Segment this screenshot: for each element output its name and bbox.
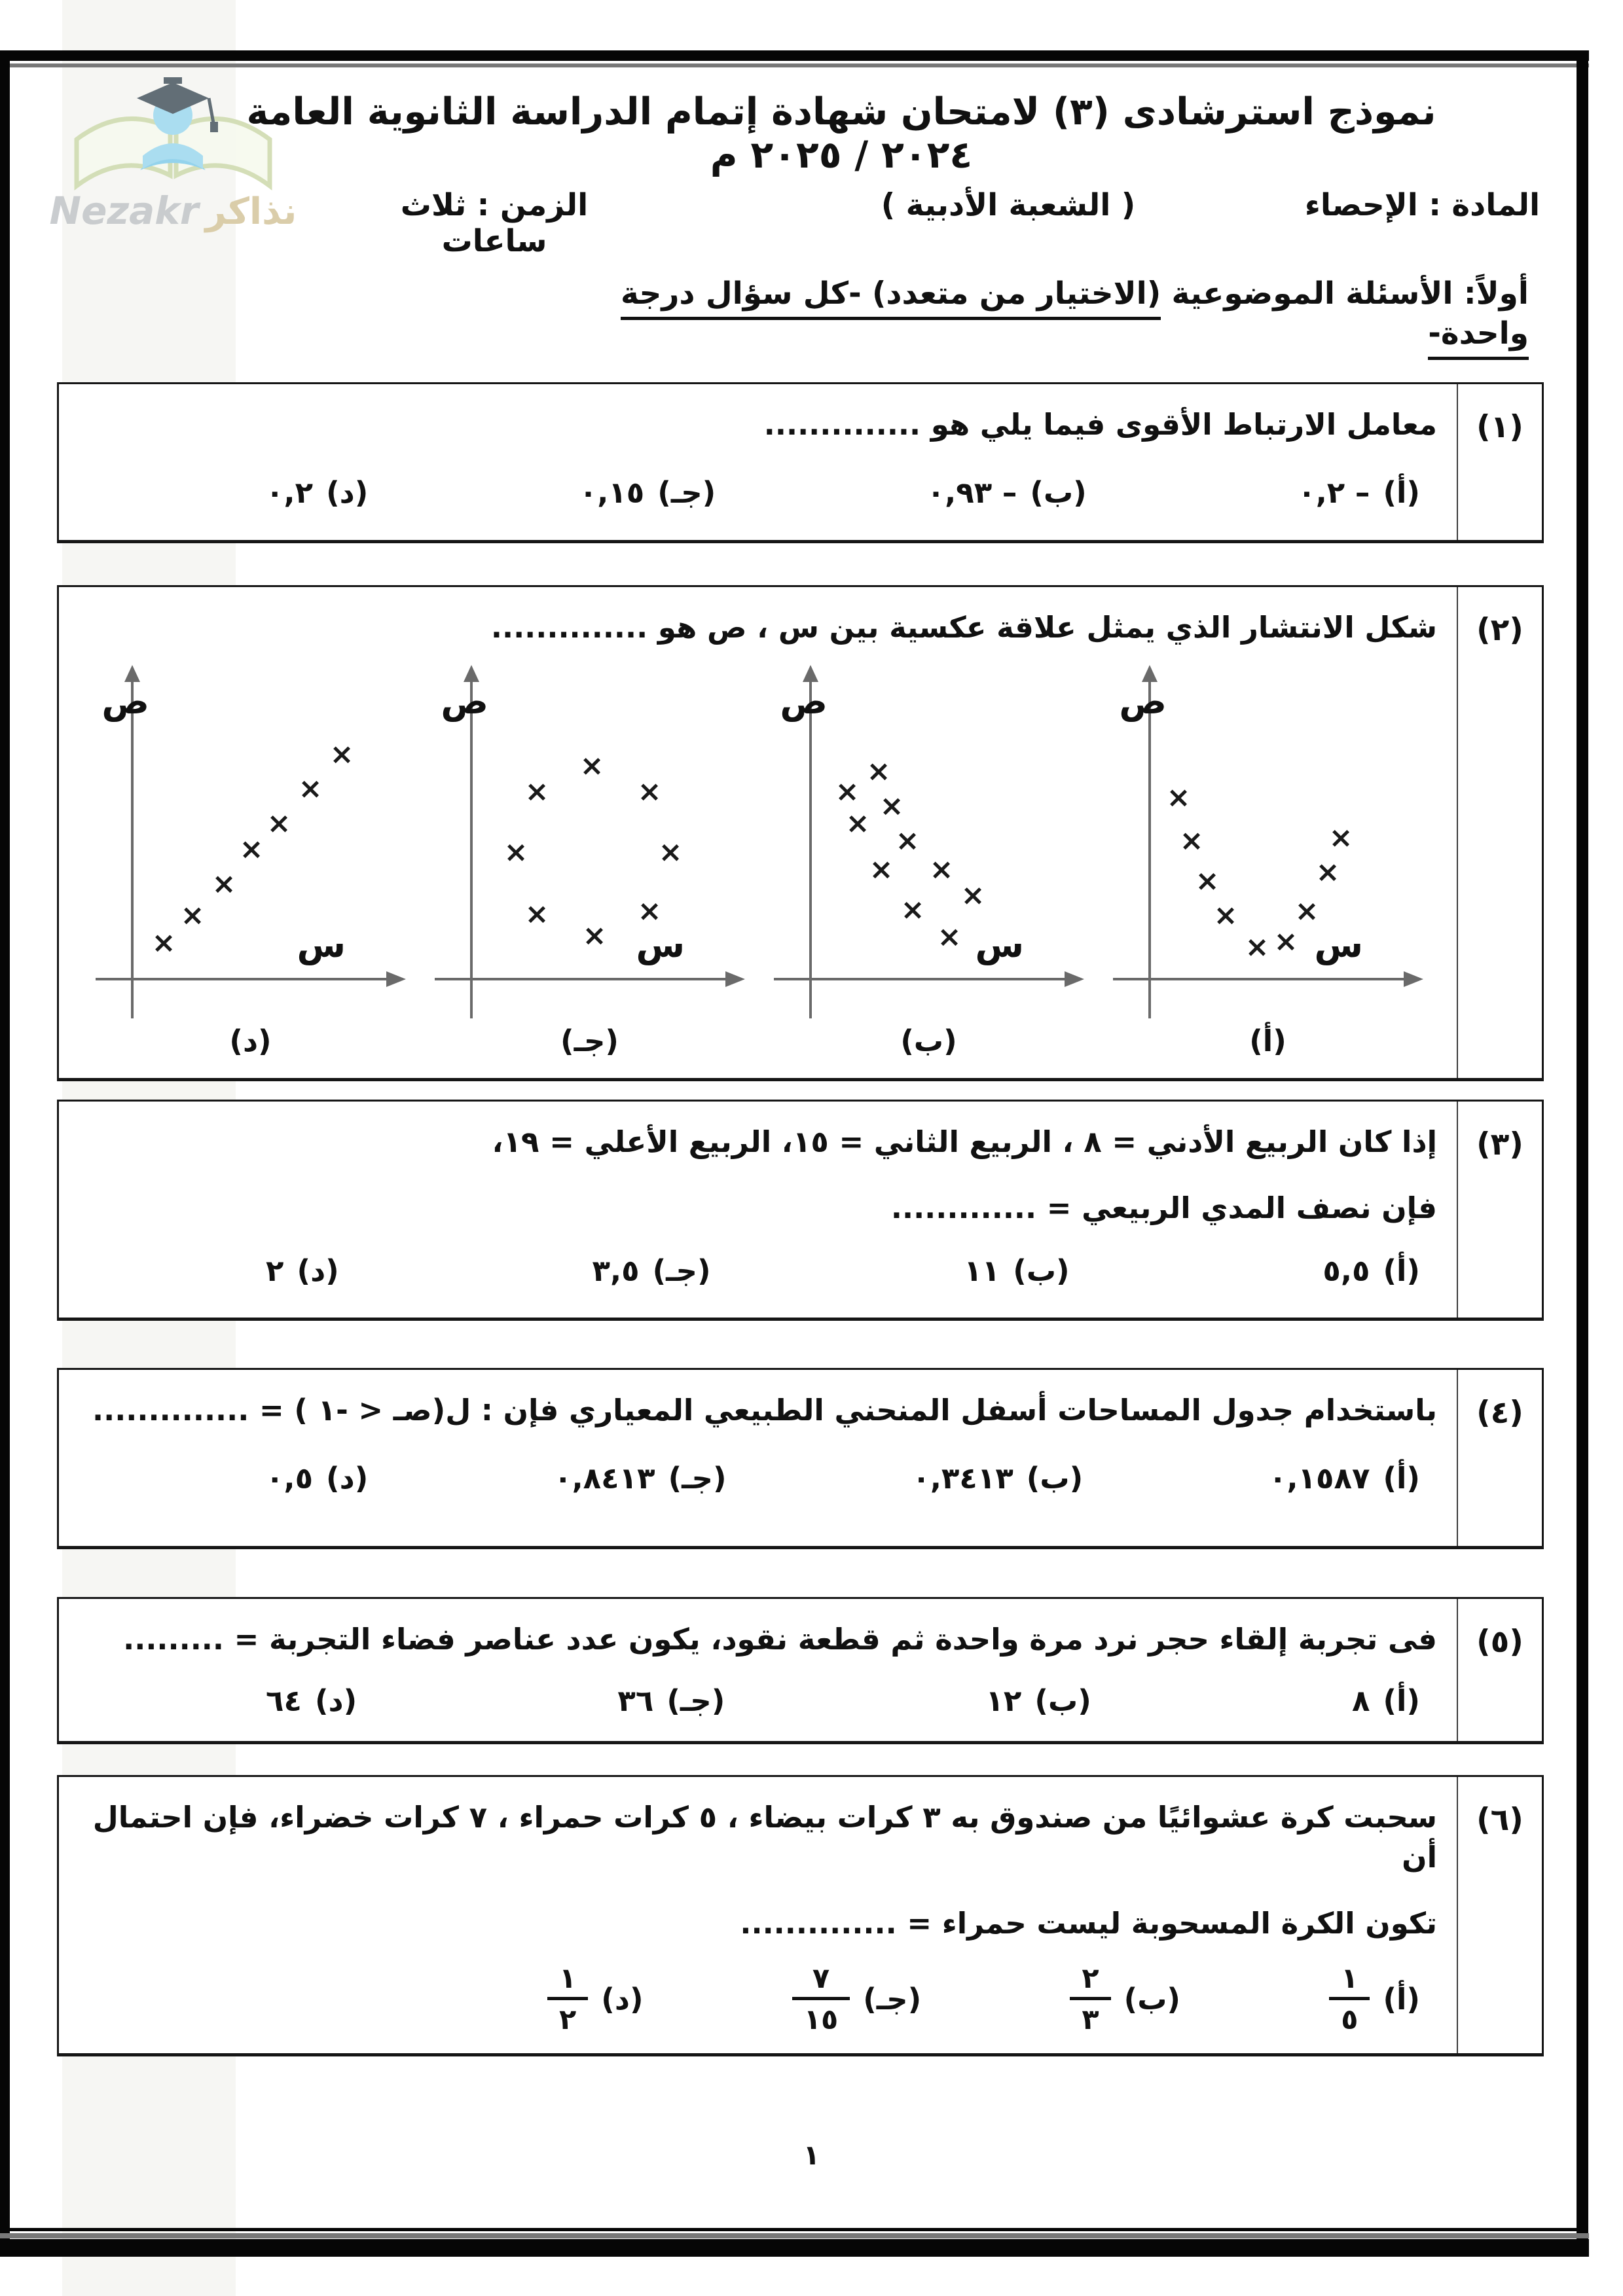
question-number: (٦) bbox=[1457, 1777, 1542, 2053]
frame-right-bar bbox=[1577, 50, 1588, 2257]
scatter-panel-c bbox=[424, 661, 755, 1058]
scatter-panel-a bbox=[1103, 661, 1433, 1058]
option-label: (ب) bbox=[1013, 1253, 1070, 1288]
option-d bbox=[266, 1461, 368, 1496]
option-value: ١٢ bbox=[985, 1683, 1022, 1718]
question-box-6 bbox=[57, 1775, 1544, 2056]
svg-text:×: × bbox=[866, 754, 891, 788]
frame-bottom-gray-rule bbox=[0, 2233, 1589, 2238]
scatter-panel-d bbox=[85, 661, 416, 1058]
question-box-1 bbox=[57, 382, 1544, 543]
question-text-line2: تكون الكرة المسحوبة ليست حمراء = .............. bbox=[740, 1905, 1437, 1941]
svg-text:×: × bbox=[1294, 894, 1319, 928]
svg-text:×: × bbox=[579, 749, 604, 783]
fraction-numerator: ١ bbox=[559, 1962, 577, 1996]
question-text-line1: سحبت كرة عشوائيًا من صندوق به ٣ كرات بيضاء ، ٥ كرات حمراء ، ٧ كرات خضراء، فإن احتمال أن bbox=[92, 1800, 1437, 1874]
section-heading-prefix: أولاً: الأسئلة الموضوعية bbox=[1161, 276, 1529, 312]
option-label: (ب) bbox=[1026, 1460, 1084, 1496]
option-value: – ٠,٢ bbox=[1298, 475, 1370, 510]
question-text: شكل الانتشار الذي يمثل علاقة عكسية بين س ، ص هو .............. bbox=[490, 610, 1437, 645]
fraction-denominator: ٢ bbox=[547, 1997, 588, 2036]
svg-text:×: × bbox=[503, 835, 528, 869]
brand-latin-text: Nezakr bbox=[49, 188, 199, 233]
svg-text:×: × bbox=[835, 774, 860, 808]
svg-text:×: × bbox=[1213, 898, 1238, 932]
option-value: ٣٦ bbox=[617, 1683, 654, 1718]
svg-text:ص: ص bbox=[1119, 680, 1167, 722]
option-a bbox=[1298, 475, 1420, 510]
option-label: (جـ) bbox=[666, 1683, 725, 1718]
svg-text:×: × bbox=[895, 823, 920, 857]
svg-text:×: × bbox=[211, 867, 236, 901]
question-body bbox=[59, 1777, 1455, 2053]
question-text-line1: إذا كان الربيع الأدني = ٨ ، الربيع الثاني = ١٥، الربيع الأعلي = ١٩، bbox=[492, 1124, 1437, 1159]
svg-text:س: س bbox=[636, 924, 685, 965]
option-value: ٥,٥ bbox=[1322, 1253, 1370, 1288]
exam-duration: الزمن : ثلاث ساعات bbox=[400, 187, 589, 259]
question-body bbox=[59, 587, 1455, 1078]
scatter-plots-row bbox=[85, 661, 1433, 1058]
options-row bbox=[266, 1461, 1420, 1496]
option-value: ٠,١٥ bbox=[579, 475, 645, 510]
question-body bbox=[59, 1370, 1455, 1546]
brand-arabic-text: نذاكر bbox=[205, 190, 297, 233]
question-body bbox=[59, 1599, 1455, 1741]
option-c bbox=[554, 1461, 726, 1496]
option-c bbox=[593, 1253, 711, 1288]
option-label: (أ) bbox=[1383, 1253, 1420, 1288]
option-b bbox=[927, 475, 1087, 510]
question-body bbox=[59, 384, 1455, 540]
question-number: (٢) bbox=[1457, 587, 1542, 1078]
option-value: ٠,٢ bbox=[266, 475, 314, 510]
svg-text:×: × bbox=[960, 878, 985, 912]
option-label: (د) bbox=[601, 1982, 644, 2017]
question-box-4 bbox=[57, 1368, 1544, 1549]
option-fraction bbox=[1070, 1963, 1110, 2036]
scatter-panel-a-label: (أ) bbox=[1249, 1023, 1286, 1058]
svg-text:×: × bbox=[582, 918, 607, 952]
option-value: ٦٤ bbox=[266, 1683, 302, 1718]
svg-text:×: × bbox=[524, 897, 549, 931]
svg-text:×: × bbox=[1245, 930, 1269, 964]
fraction-denominator: ٣ bbox=[1070, 1997, 1110, 2036]
svg-text:×: × bbox=[929, 852, 954, 886]
svg-text:×: × bbox=[658, 835, 683, 869]
option-b bbox=[964, 1253, 1069, 1288]
frame-bottom-bar bbox=[0, 2239, 1589, 2257]
frame-left-bar bbox=[0, 50, 10, 2257]
svg-text:×: × bbox=[869, 852, 894, 886]
fraction-numerator: ٢ bbox=[1082, 1962, 1099, 1996]
scatter-plot-a bbox=[1103, 661, 1433, 1022]
svg-text:×: × bbox=[1273, 924, 1298, 958]
fraction-denominator: ٥ bbox=[1329, 1997, 1370, 2036]
svg-text:×: × bbox=[637, 894, 662, 928]
option-d bbox=[547, 1963, 643, 2036]
svg-text:×: × bbox=[1315, 855, 1340, 889]
option-c bbox=[617, 1683, 725, 1718]
frame-bottom-thin-rule bbox=[10, 2228, 1578, 2231]
exam-title: نموذج استرشادى (٣) لامتحان شهادة إتمام الدراسة الثانوية العامة ٢٠٢٤ / ٢٠٢٥ م bbox=[246, 90, 1436, 177]
option-fraction bbox=[792, 1963, 850, 2036]
scatter-panel-d-label: (د) bbox=[229, 1023, 272, 1058]
option-d bbox=[266, 475, 368, 510]
svg-text:×: × bbox=[637, 774, 662, 808]
svg-text:×: × bbox=[266, 806, 291, 840]
question-number: (٣) bbox=[1457, 1102, 1542, 1318]
svg-text:×: × bbox=[900, 893, 925, 927]
svg-text:ص: ص bbox=[780, 680, 828, 722]
question-text: باستخدام جدول المساحات أسفل المنحني الطبيعي المعياري فإن : ل(صـ < -١ ) = .............. bbox=[92, 1393, 1437, 1427]
options-row bbox=[266, 1253, 1420, 1288]
question-number: (٤) bbox=[1457, 1370, 1542, 1546]
option-label: (ب) bbox=[1030, 475, 1087, 510]
option-a bbox=[1269, 1461, 1420, 1496]
option-a bbox=[1329, 1963, 1420, 2036]
option-a bbox=[1322, 1253, 1420, 1288]
svg-text:س: س bbox=[1314, 924, 1363, 965]
section-heading-underlined: (الاختيار من متعدد) -كل سؤال درجة واحدة- bbox=[621, 276, 1529, 360]
option-label: (أ) bbox=[1383, 1982, 1420, 2017]
nezakr-brand-row bbox=[49, 188, 297, 233]
option-value: ٢ bbox=[266, 1253, 284, 1288]
option-value: ٣,٥ bbox=[592, 1253, 640, 1288]
question-box-5 bbox=[57, 1597, 1544, 1744]
option-label: (أ) bbox=[1383, 475, 1420, 510]
option-fraction bbox=[1329, 1963, 1370, 2036]
scatter-panel-b bbox=[763, 661, 1094, 1058]
option-d bbox=[266, 1253, 339, 1288]
option-value: ٠,١٥٨٧ bbox=[1269, 1460, 1370, 1496]
question-number: (١) bbox=[1457, 384, 1542, 540]
option-d bbox=[266, 1683, 357, 1718]
svg-text:×: × bbox=[1195, 864, 1220, 898]
svg-text:×: × bbox=[937, 920, 962, 954]
option-value: ٠,٣٤١٣ bbox=[912, 1460, 1013, 1496]
option-b bbox=[1070, 1963, 1180, 2036]
scatter-panel-b-label: (ب) bbox=[900, 1023, 957, 1058]
option-label: (جـ) bbox=[652, 1253, 711, 1288]
question-text: فى تجربة إلقاء حجر نرد مرة واحدة ثم قطعة نقود، يكون عدد عناصر فضاء التجربة = ......... bbox=[123, 1622, 1437, 1657]
option-label: (د) bbox=[297, 1253, 339, 1288]
option-label: (د) bbox=[326, 475, 369, 510]
svg-text:×: × bbox=[1328, 821, 1353, 855]
svg-text:ص: ص bbox=[441, 680, 488, 722]
option-a bbox=[1352, 1683, 1420, 1718]
page-number: ١ bbox=[803, 2139, 820, 2171]
question-body bbox=[59, 1102, 1455, 1318]
option-label: (جـ) bbox=[863, 1982, 922, 2017]
question-text: معامل الارتباط الأقوى فيما يلي هو .............. bbox=[763, 407, 1437, 442]
svg-text:×: × bbox=[879, 789, 904, 823]
scatter-panel-c-label: (جـ) bbox=[560, 1023, 619, 1058]
svg-text:×: × bbox=[298, 772, 323, 806]
question-number: (٥) bbox=[1457, 1599, 1542, 1741]
svg-text:×: × bbox=[1179, 823, 1204, 857]
option-fraction bbox=[547, 1963, 588, 2036]
svg-text:×: × bbox=[524, 774, 549, 808]
question-text-line2: فإن نصف المدي الربيعي = ............. bbox=[890, 1190, 1437, 1225]
svg-text:ص: ص bbox=[101, 680, 149, 722]
option-label: (أ) bbox=[1383, 1683, 1420, 1718]
option-b bbox=[985, 1683, 1091, 1718]
fraction-numerator: ٧ bbox=[812, 1962, 830, 1996]
fraction-numerator: ١ bbox=[1341, 1962, 1359, 1996]
option-value: ٨ bbox=[1351, 1683, 1370, 1718]
option-value: ٠,٥ bbox=[266, 1460, 314, 1496]
option-label: (ب) bbox=[1123, 1982, 1180, 2017]
svg-text:س: س bbox=[297, 924, 346, 965]
svg-text:×: × bbox=[329, 737, 354, 771]
option-value: – ٠,٩٣ bbox=[926, 475, 1017, 510]
svg-text:×: × bbox=[239, 832, 264, 866]
options-row bbox=[266, 1683, 1420, 1718]
option-label: (جـ) bbox=[668, 1460, 727, 1496]
exam-subject: المادة : الإحصاء bbox=[1304, 187, 1541, 223]
svg-text:×: × bbox=[1166, 780, 1191, 814]
option-label: (د) bbox=[314, 1683, 357, 1718]
scatter-plot-c bbox=[424, 661, 755, 1022]
exam-branch: ( الشعبة الأدبية ) bbox=[881, 187, 1136, 223]
option-value: ١١ bbox=[964, 1253, 1000, 1288]
section-heading bbox=[563, 274, 1529, 353]
question-box-2 bbox=[57, 585, 1544, 1081]
options-row bbox=[547, 1963, 1420, 2036]
option-c bbox=[579, 475, 716, 510]
question-box-3 bbox=[57, 1100, 1544, 1321]
option-label: (أ) bbox=[1383, 1460, 1420, 1496]
option-label: (د) bbox=[326, 1460, 369, 1496]
option-c bbox=[792, 1963, 921, 2036]
svg-text:س: س bbox=[975, 924, 1024, 965]
option-label: (جـ) bbox=[657, 475, 716, 510]
svg-text:×: × bbox=[151, 925, 176, 960]
option-value: ٠,٨٤١٣ bbox=[554, 1460, 655, 1496]
option-b bbox=[912, 1461, 1083, 1496]
svg-text:×: × bbox=[180, 898, 205, 932]
option-label: (ب) bbox=[1034, 1683, 1091, 1718]
options-row bbox=[266, 475, 1420, 510]
scatter-plot-b bbox=[763, 661, 1094, 1022]
svg-text:×: × bbox=[845, 806, 870, 840]
scatter-plot-d bbox=[85, 661, 416, 1022]
fraction-denominator: ١٥ bbox=[792, 1997, 850, 2036]
